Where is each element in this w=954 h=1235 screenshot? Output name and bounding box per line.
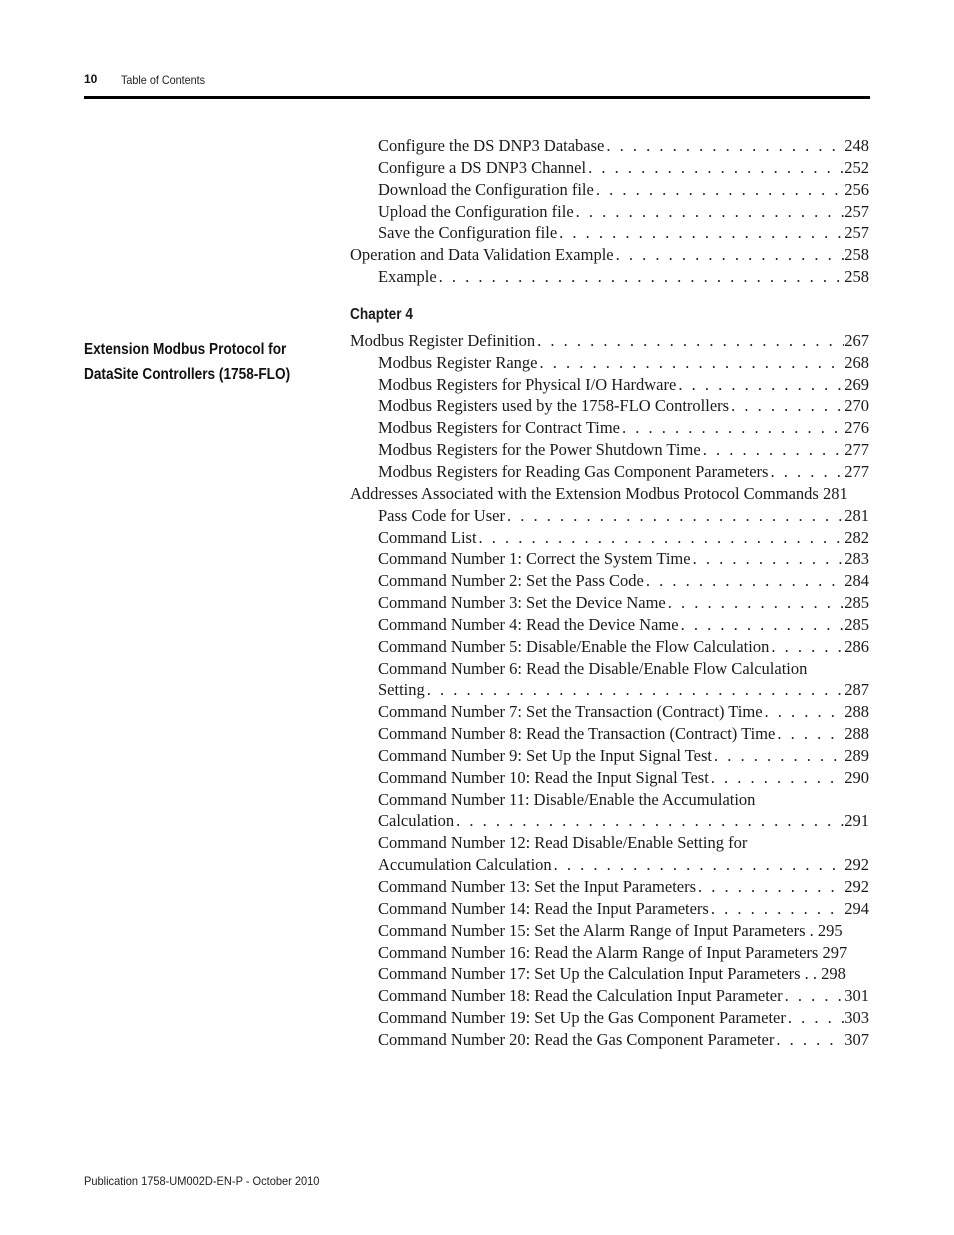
toc-entry-page: 277 xyxy=(844,440,869,460)
toc-entry-title: Calculation xyxy=(378,811,455,831)
toc-entry[interactable] xyxy=(350,157,869,179)
toc-entry[interactable] xyxy=(350,201,869,223)
toc-entry-page: 289 xyxy=(844,745,869,765)
toc-entry-page: 283 xyxy=(844,549,869,569)
toc-entry-page: 252 xyxy=(844,157,869,177)
dot-leader xyxy=(709,767,844,789)
toc-entry[interactable] xyxy=(350,614,869,636)
dot-leader xyxy=(676,374,844,396)
toc-entry-title: Command Number 9: Set Up the Input Signal Test xyxy=(378,745,713,765)
toc-entry[interactable] xyxy=(350,548,869,570)
toc-entry-page: 284 xyxy=(844,571,869,591)
dot-leader xyxy=(768,461,844,483)
dot-leader xyxy=(712,745,844,767)
dot-leader xyxy=(537,352,844,374)
toc-entry-title: Modbus Registers for the Power Shutdown Time xyxy=(378,440,701,460)
dot-leader xyxy=(701,439,845,461)
toc-entry[interactable] xyxy=(350,417,869,439)
toc-entry-page: 268 xyxy=(844,352,869,372)
toc-entry-page: 286 xyxy=(844,636,869,656)
toc-entry[interactable] xyxy=(350,832,869,854)
toc-entry-title: Command Number 5: Disable/Enable the Flow Calculation xyxy=(378,636,770,656)
page-number: 10 xyxy=(84,72,98,86)
dot-leader xyxy=(614,244,845,266)
toc-entry-page: 270 xyxy=(844,396,869,416)
toc-entry-page: 248 xyxy=(844,136,869,155)
toc-entry[interactable] xyxy=(350,592,869,614)
toc-entry-title: Command Number 14: Read the Input Parameters xyxy=(378,898,709,918)
toc-entry[interactable] xyxy=(350,745,869,767)
toc-entry-title: Command Number 19: Set Up the Gas Component Parameter xyxy=(378,1008,786,1028)
toc-entry-title: Command Number 4: Read the Device Name xyxy=(378,614,679,634)
dot-leader xyxy=(769,636,844,658)
toc-entry-page: 267 xyxy=(844,330,869,350)
toc-entry-title: Download the Configuration file xyxy=(378,179,594,199)
toc-entry-page: 292 xyxy=(844,855,869,875)
running-header: Table of Contents xyxy=(121,73,206,87)
dot-leader xyxy=(729,395,844,417)
toc-entry-title: Command Number 12: Read Disable/Enable Setting for xyxy=(378,833,748,853)
toc-entry[interactable] xyxy=(350,1007,869,1029)
toc-entry-page: 291 xyxy=(844,811,869,831)
toc-entry[interactable] xyxy=(350,876,869,898)
toc-entry[interactable] xyxy=(350,461,869,483)
toc-entry[interactable] xyxy=(350,570,869,592)
toc-entry-title: Configure a DS DNP3 Channel xyxy=(378,157,587,177)
dot-leader xyxy=(786,1007,844,1029)
toc-entry-page: 277 xyxy=(844,461,869,481)
toc-entry[interactable] xyxy=(350,374,869,396)
toc-entry[interactable] xyxy=(350,1029,869,1051)
dot-leader xyxy=(552,854,845,876)
toc-entry-page: 257 xyxy=(844,223,869,243)
toc-entry-page: 258 xyxy=(844,245,869,265)
dot-leader xyxy=(454,810,844,832)
toc-entry-page: 287 xyxy=(844,680,869,700)
dot-leader xyxy=(691,548,845,570)
toc-entry-title: Command Number 20: Read the Gas Component Parameter xyxy=(378,1029,775,1049)
toc-entry[interactable] xyxy=(350,352,869,374)
dot-leader xyxy=(763,701,845,723)
toc-entry-title: Upload the Configuration file xyxy=(378,201,574,221)
toc-entry-title: Command Number 1: Correct the System Time xyxy=(378,549,691,569)
toc-entry-page: 285 xyxy=(844,614,869,634)
toc-entry-page: 276 xyxy=(844,418,869,438)
toc-entry-title: Command Number 10: Read the Input Signal Test xyxy=(378,767,709,787)
toc-entry-page: 292 xyxy=(844,877,869,896)
dot-leader xyxy=(679,614,845,636)
toc-entry-title: Modbus Registers used by the 1758-FLO Controllers xyxy=(378,396,730,416)
toc-entry[interactable] xyxy=(350,701,869,723)
toc-entry[interactable] xyxy=(350,723,869,745)
toc-entry[interactable] xyxy=(350,767,869,789)
toc-entry[interactable] xyxy=(350,395,869,417)
toc-entry-title: Operation and Data Validation Example xyxy=(350,245,614,265)
toc-entry-title: Pass Code for User xyxy=(378,505,505,525)
header-rule xyxy=(84,96,870,99)
toc-entry-page: 285 xyxy=(844,593,869,613)
toc-entry[interactable] xyxy=(350,527,869,549)
toc-entry[interactable] xyxy=(350,135,869,157)
toc-entry[interactable] xyxy=(350,636,869,658)
toc-entry-title: Modbus Register Range xyxy=(378,352,538,372)
toc-entry-title: Command Number 17: Set Up the Calculation Input Parameters . . 298 xyxy=(378,964,846,984)
dot-leader xyxy=(774,1029,844,1051)
toc-entry-page: 303 xyxy=(844,1008,869,1028)
toc-entry-title: Save the Configuration file xyxy=(378,223,558,243)
toc-entry-title: Command Number 3: Set the Device Name xyxy=(378,593,666,613)
dot-leader xyxy=(644,570,844,592)
toc-entry-title: Example xyxy=(378,267,437,287)
toc-entry-title: Modbus Registers for Reading Gas Component Parameters xyxy=(378,461,769,481)
dot-leader xyxy=(620,417,844,439)
dot-leader xyxy=(594,179,844,201)
toc-entry[interactable] xyxy=(350,789,869,811)
toc-entry-page: 256 xyxy=(844,179,869,199)
toc-entry-title: Command Number 15: Set the Alarm Range of Input Parameters . 295 xyxy=(378,920,843,940)
toc-entry-page: 281 xyxy=(844,505,869,525)
toc-entry-page: 294 xyxy=(844,898,869,918)
dot-leader xyxy=(574,201,845,223)
toc-entry-page: 257 xyxy=(844,201,869,221)
dot-leader xyxy=(505,505,844,527)
toc-entry[interactable] xyxy=(350,244,869,266)
toc-entry-title: Command Number 7: Set the Transaction (Contract) Time xyxy=(378,702,763,722)
dot-leader xyxy=(477,527,845,549)
chapter-label: Chapter 4 xyxy=(350,305,413,323)
toc-group-top xyxy=(350,135,869,288)
toc-entry-page: 290 xyxy=(844,767,869,787)
dot-leader xyxy=(437,266,845,288)
toc-entry-page: 307 xyxy=(844,1029,869,1049)
toc-entry-title: Configure the DS DNP3 Database xyxy=(378,136,605,155)
toc-entry-title: Modbus Register Definition xyxy=(350,330,536,350)
toc-entry-title: Command Number 2: Set the Pass Code xyxy=(378,571,644,591)
toc-entry[interactable] xyxy=(350,222,869,244)
toc-entry[interactable] xyxy=(350,898,869,920)
dot-leader xyxy=(696,876,844,898)
toc-group-chapter-4 xyxy=(350,330,869,1051)
toc-entry[interactable] xyxy=(350,439,869,461)
toc-entry-title: Modbus Registers for Contract Time xyxy=(378,418,620,438)
toc-entry-page: 258 xyxy=(844,267,869,287)
toc-entry-page: 288 xyxy=(844,724,869,744)
toc-entry[interactable] xyxy=(350,179,869,201)
dot-leader xyxy=(535,330,844,352)
toc-entry[interactable] xyxy=(350,920,869,942)
toc-entry-title: Addresses Associated with the Extension Modbus Protocol Commands 281 xyxy=(350,483,848,503)
toc-entry-title: Accumulation Calculation xyxy=(378,855,552,875)
toc-entry[interactable] xyxy=(350,942,869,964)
toc-entry-title: Command Number 6: Read the Disable/Enable Flow Calculation xyxy=(378,658,808,678)
dot-leader xyxy=(425,679,844,701)
toc-entry[interactable] xyxy=(350,963,869,985)
dot-leader xyxy=(557,222,844,244)
toc-entry-title: Command Number 18: Read the Calculation Input Parameter xyxy=(378,986,783,1006)
toc-entry[interactable] xyxy=(350,985,869,1007)
toc-entry-title: Command Number 8: Read the Transaction (Contract) Time xyxy=(378,724,776,744)
toc-entry-page: 269 xyxy=(844,374,869,394)
toc-entry[interactable] xyxy=(350,483,869,505)
toc-entry[interactable] xyxy=(350,330,869,352)
dot-leader xyxy=(775,723,844,745)
dot-leader xyxy=(604,135,844,157)
toc-entry[interactable] xyxy=(350,854,869,876)
toc-entry-title: Command Number 16: Read the Alarm Range of Input Parameters 297 xyxy=(378,942,848,962)
dot-leader xyxy=(586,157,844,179)
toc-entry[interactable] xyxy=(350,266,869,288)
toc-entry[interactable] xyxy=(350,505,869,527)
toc-entry-title: Command Number 11: Disable/Enable the Accumulation xyxy=(378,789,756,809)
dot-leader xyxy=(783,985,845,1007)
toc-list xyxy=(350,135,869,1051)
chapter-heading: Extension Modbus Protocol for DataSite Controllers (1758-FLO) xyxy=(84,341,291,383)
toc-entry-page: 301 xyxy=(844,986,869,1006)
toc-entry-page: 282 xyxy=(844,527,869,547)
dot-leader xyxy=(666,592,844,614)
publication-footer: Publication 1758-UM002D-EN-P - October 2010 xyxy=(84,1174,320,1188)
toc-entry-title: Setting xyxy=(378,680,425,700)
dot-leader xyxy=(709,898,844,920)
toc-entry-page: 288 xyxy=(844,702,869,722)
toc-entry[interactable] xyxy=(350,658,869,680)
toc-entry-title: Command List xyxy=(378,527,477,547)
toc-entry-title: Modbus Registers for Physical I/O Hardware xyxy=(378,374,677,394)
toc-entry-title: Command Number 13: Set the Input Parameters xyxy=(378,877,697,896)
toc-entry[interactable] xyxy=(350,810,869,832)
toc-entry[interactable] xyxy=(350,679,869,701)
